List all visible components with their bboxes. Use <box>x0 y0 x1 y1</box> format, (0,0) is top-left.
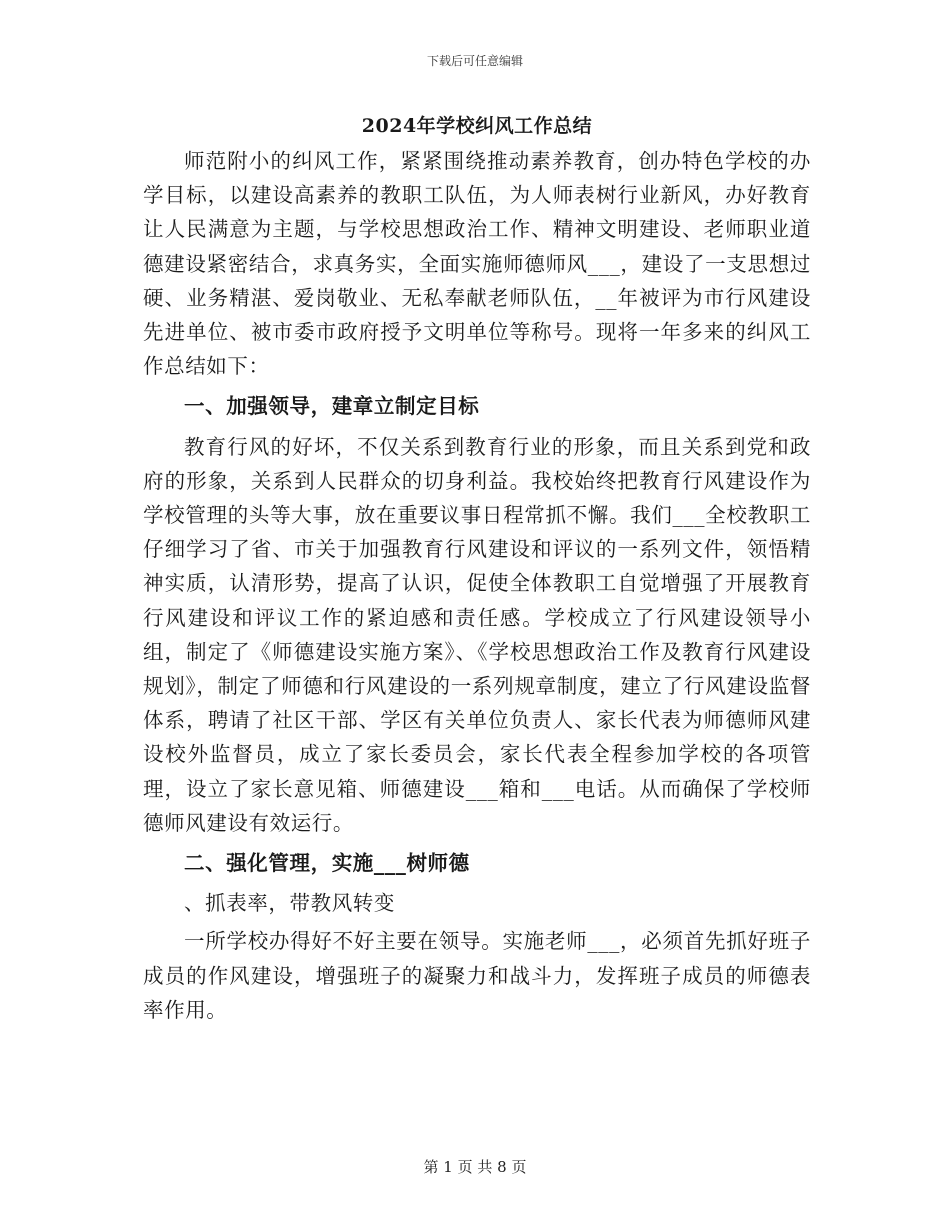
header-note: 下载后可任意编辑 <box>426 54 523 68</box>
section1-paragraph: 教育行风的好坏，不仅关系到教育行业的形象，而且关系到党和政府的形象，关系到人民群众的切身利益。我校始终把教育行风建设作为学校管理的头等大事，放在重要议事日程常抓不懈。我们___全校教职工仔细学习了省、市关于加强教育行风建设和评议的一系列文件，领悟精神实质，认清形势，提高了认识，促使全体教职工自觉增强了开展教育行风建设和评议工作的紧迫感和责任感。学校成立了行风建设领导小组，制定了《师德建设实施方案》、《学校思想政治工作及教育行风建设规划》，制定了师德和行风建设的一系列规章制度，建立了行风建设监督体系，聘请了社区干部、学区有关单位负责人、家长代表为师德师风建设校外监督员，成立了家长委员会，家长代表全程参加学校的各项管理，设立了家长意见箱、师德建设___箱和___电话。从而确保了学校师德师风建设有效运行。 <box>143 434 811 835</box>
document-body <box>143 111 811 1027</box>
section2-subheading: 、抓表率，带教风转变 <box>184 891 395 916</box>
section2-paragraph: 一所学校办得好不好主要在领导。实施老师___，必须首先抓好班子成员的作风建设，增强班子的凝聚力和战斗力，发挥班子成员的师德表率作用。 <box>143 929 811 1022</box>
section1-heading: 一、加强领导，建章立制定目标 <box>184 394 480 419</box>
page-number: 第 1 页 共 8 页 <box>423 1158 527 1176</box>
section2-heading: 二、强化管理，实施___树师德 <box>184 851 470 876</box>
intro-paragraph: 师范附小的纠风工作，紧紧围绕推动素养教育，创办特色学校的办学目标，以建设高素养的教职工队伍，为人师表树行业新风，办好教育让人民满意为主题，与学校思想政治工作、精神文明建设、老师职业道德建设紧密结合，求真务实，全面实施师德师风___，建设了一支思想过硬、业务精湛、爱岗敬业、无私奉献老师队伍，__年被评为市行风建设先进单位、被市委市政府授予文明单位等称号。现将一年多来的纠风工作总结如下： <box>143 149 811 379</box>
document-title: 2024年学校纠风工作总结 <box>361 115 593 137</box>
